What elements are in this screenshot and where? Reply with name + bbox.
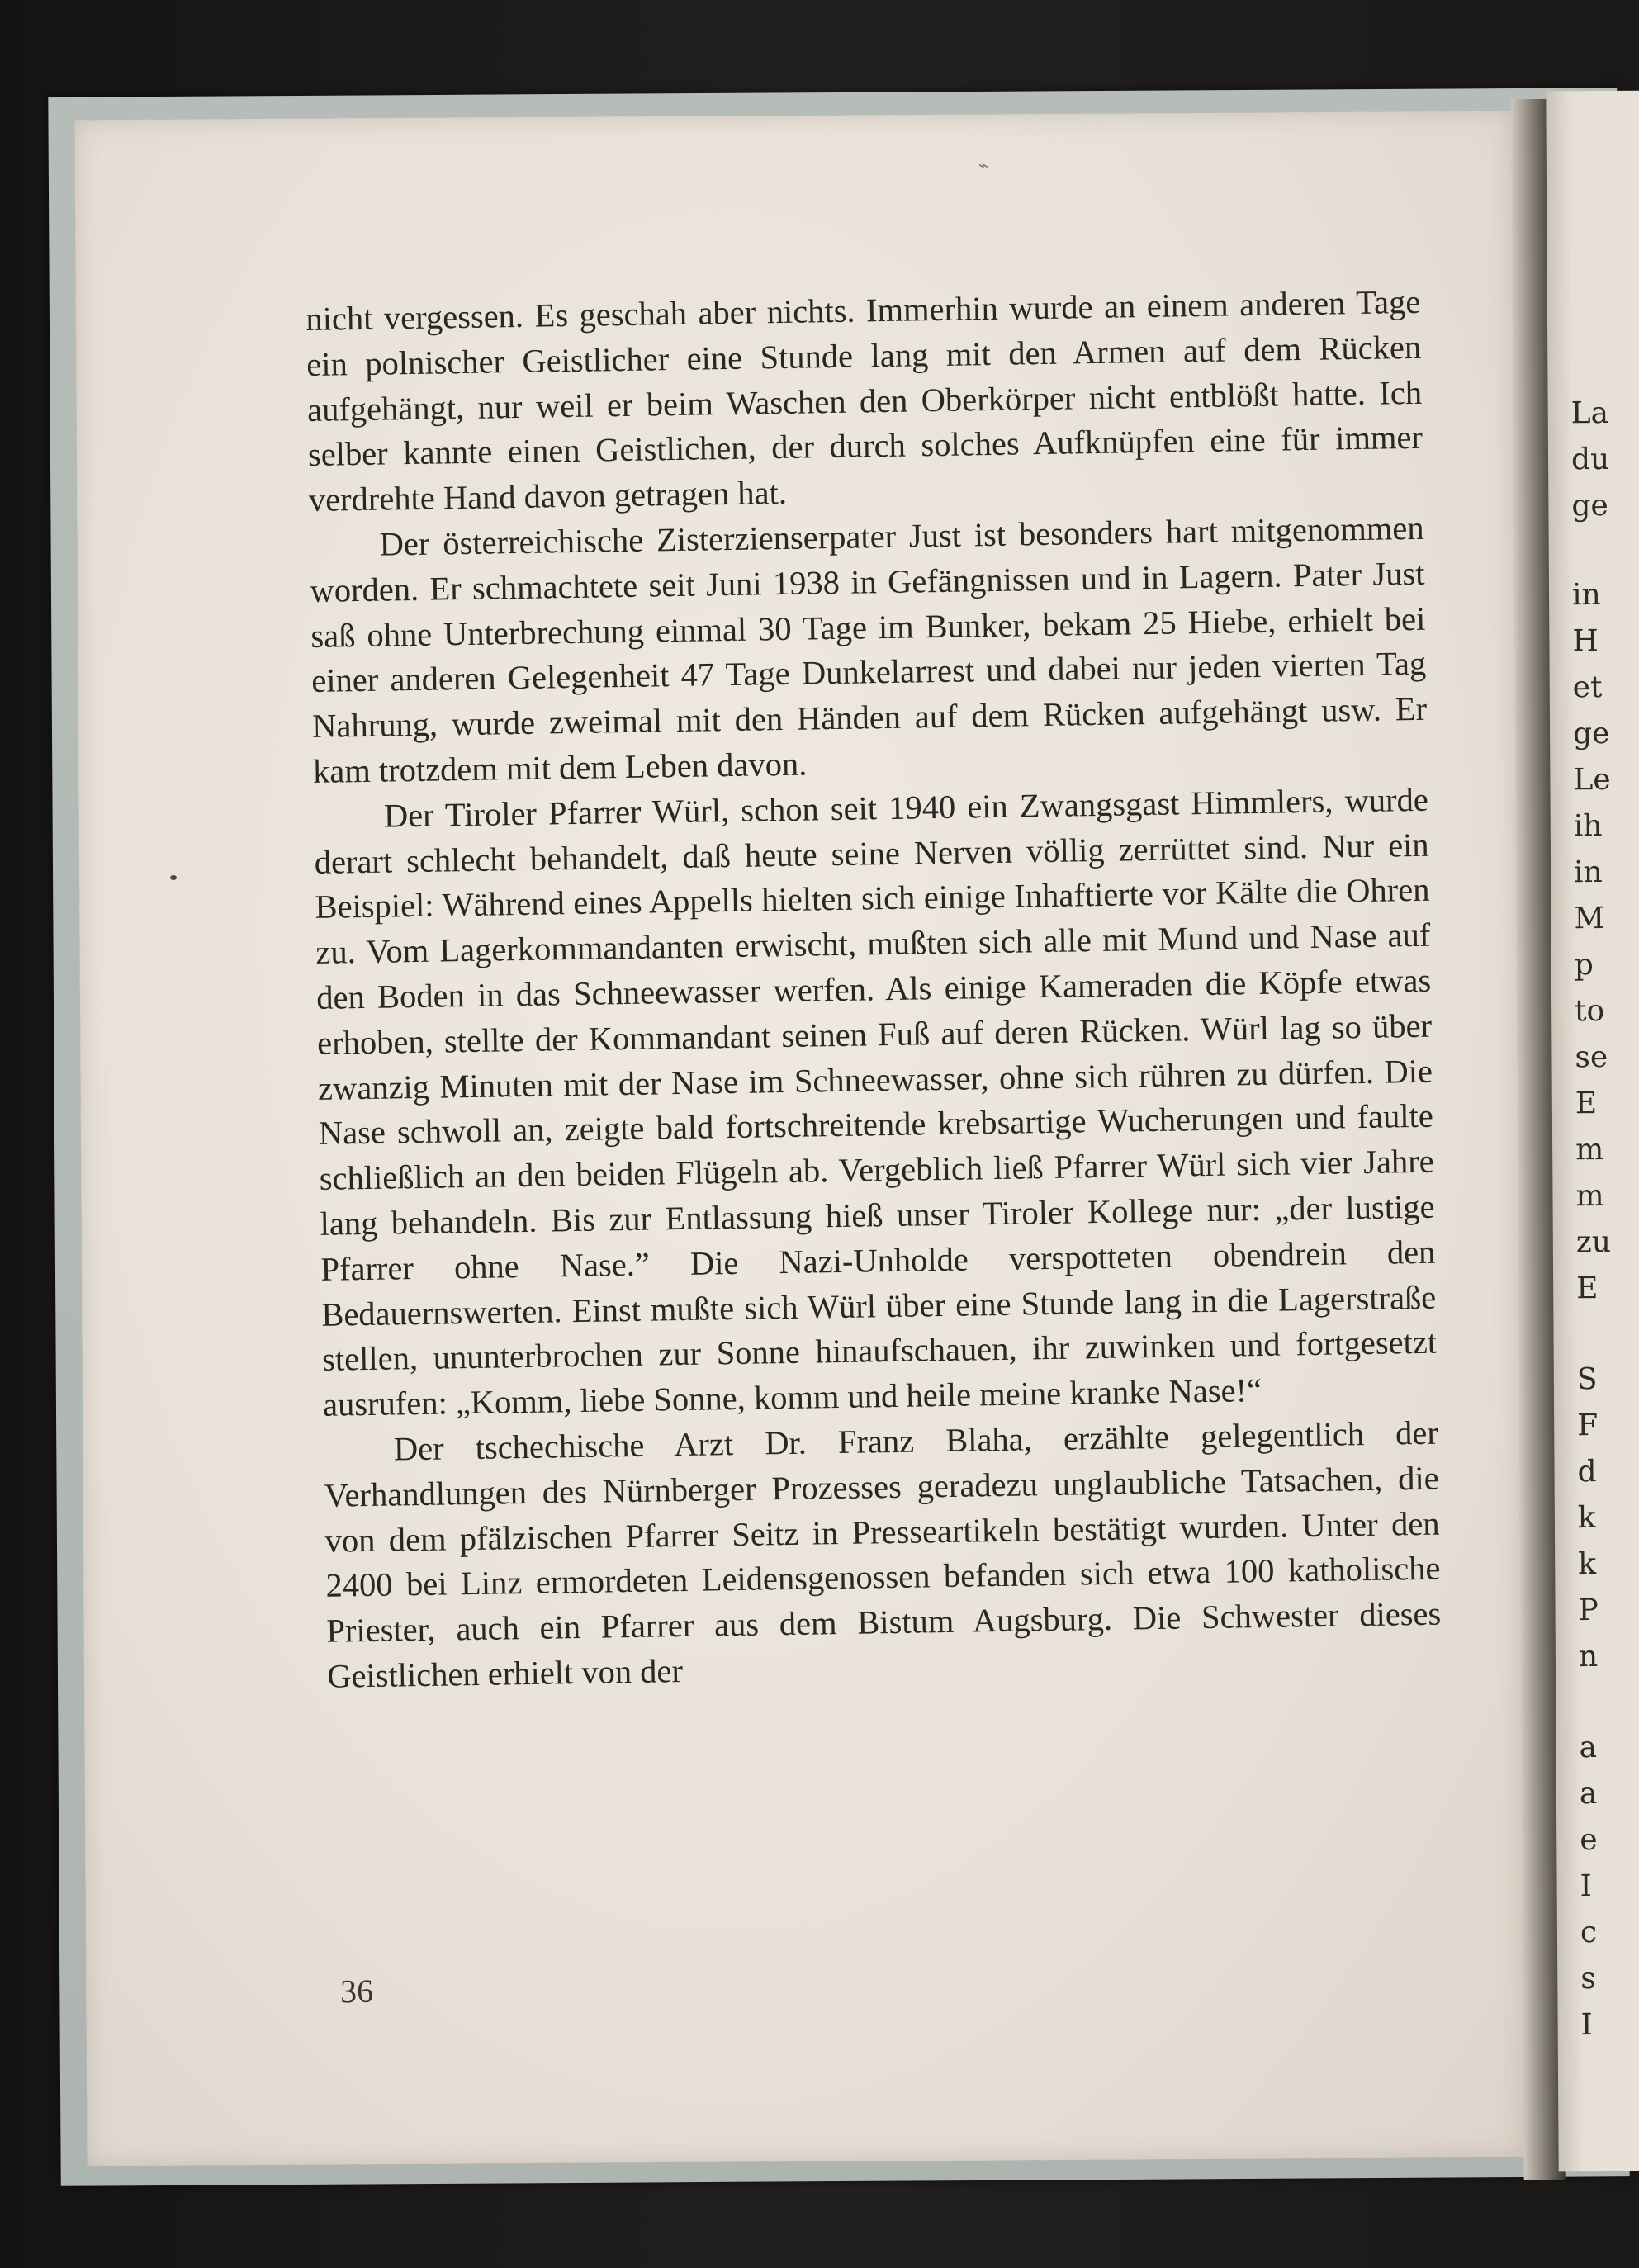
page-smudge-mark: ⌁ (978, 155, 989, 175)
facing-page-fragment: E (1576, 1271, 1599, 1306)
facing-page-fragment: La (1570, 395, 1609, 431)
facing-page-fragment: I (1580, 1869, 1592, 1904)
facing-page-fragment: m (1575, 1132, 1604, 1167)
facing-page-fragment: p (1574, 948, 1594, 982)
facing-page-fragment: et (1572, 670, 1603, 705)
facing-page-fragment: c (1580, 1915, 1598, 1950)
facing-page-fragment: k (1577, 1501, 1596, 1536)
facing-page-fragment: F (1577, 1409, 1599, 1443)
margin-dot-mark (170, 875, 177, 880)
page-number: 36 (339, 1972, 374, 2010)
facing-page-fragment: k (1578, 1547, 1597, 1582)
facing-page-fragment: a (1579, 1777, 1598, 1811)
facing-page-fragment: P (1578, 1593, 1599, 1628)
paragraph-1: nicht vergessen. Es geschah aber nichts. Immerhin wurde an einem anderen Tage ein polnischer Geistlicher eine Stunde lang mit den Armen auf dem Rücken aufgehängt, nur weil er beim Waschen den Oberkörper nicht entblößt hatte. Ich selber kannte einen Geistlichen, der durch solches Aufknüpfen eine für immer verdrehte Hand davon getragen hat. (306, 282, 1423, 519)
facing-page-fragment: H (1572, 624, 1599, 659)
facing-page-fragment: in (1573, 855, 1603, 890)
facing-page-fragment: ih (1573, 808, 1603, 844)
facing-page-fragment: M (1574, 901, 1605, 936)
paragraph-4: Der tschechische Arzt Dr. Franz Blaha, erzählte gelegentlich der Verhandlungen des Nürnberger Prozesses geradezu unglaubliche Tatsachen, die von dem pfälzischen Pfarrer Seitz in Presseartikeln bestätigt wurden. Unter den 2400 bei Linz ermordeten Leidensgenossen befanden sich etwa 100 katholische Priester, auch ein Pfarrer aus dem Bistum Augsburg. Die Schwester dieses Geistlichen erhielt von der (324, 1413, 1442, 1695)
facing-page-fragment: ge (1571, 488, 1608, 523)
facing-page-fragment: s (1580, 1962, 1596, 1996)
paragraph-2: Der österreichische Zisterzienserpater Just ist besonders hart mitgenommen worden. Er schmachtete seit Juni 1938 in Gefängnissen und in Lagern. Pater Just saß ohne Unterbrechung einmal 30 Tage im Bunker, bekam 25 Hiebe, erhielt bei einer anderen Gelegenheit 47 Tage Dunkelarrest und dabei nur jeden vierten Tag Nahrung, wurde zweimal mit den Händen auf dem Rücken aufgehängt usw. Er kam trotzdem mit dem Leben davon. (310, 509, 1428, 790)
paragraph-3: Der Tiroler Pfarrer Würl, schon seit 1940 ein Zwangsgast Himmlers, wurde derart schlecht behandelt, daß heute seine Nerven völlig zerrüttet sind. Nur ein Beispiel: Während eines Appells hielten sich einige Inhaftierte vor Kälte die Ohren zu. Vom Lagerkommandanten erwischt, mußten sich alle mit Mund und Nase auf den Boden in das Schneewasser werfen. Als einige Kameraden die Köpfe etwas erhoben, stellte der Kommandant seinen Fuß auf deren Rücken. Würl lag so über zwanzig Minuten mit der Nase im Schneewasser, ohne sich rühren zu dürfen. Die Nase schwoll an, zeigte bald fortschreitende krebsartige Wucherungen und faulte schließlich an den beiden Flügeln ab. Vergeblich ließ Pfarrer Würl sich vier Jahre lang behandeln. Bis zur Entlassung hieß unser Tiroler Kollege nur: „der lustige Pfarrer ohne Nase.” Die Nazi-Unholde verspotteten obendrein den Bedauernswerten. Einst mußte sich Würl über eine Stunde lang in die Lagerstraße stellen, ununterbrochen zur Sonne hinaufschauen, ihr zuwinken und fortgesetzt ausrufen: „Komm, liebe Sonne, komm und heile meine kranke Nase!“ (314, 780, 1438, 1423)
facing-page-fragment: ge (1572, 716, 1610, 751)
facing-page-edge (1546, 91, 1639, 2172)
body-text (306, 280, 1442, 1700)
facing-page-fragment: a (1579, 1731, 1598, 1765)
facing-page-fragment: m (1575, 1178, 1604, 1214)
facing-page-fragment: Le (1573, 762, 1611, 798)
facing-page-fragment: to (1574, 993, 1605, 1029)
facing-page-fragment: I (1580, 2008, 1593, 2043)
facing-page-fragment: e (1580, 1823, 1598, 1858)
facing-page-fragment: S (1576, 1362, 1598, 1397)
facing-page-fragment: se (1575, 1039, 1608, 1075)
facing-page-fragment: in (1571, 577, 1601, 613)
facing-page-fragment: du (1570, 442, 1610, 477)
facing-page-fragment: E (1575, 1087, 1598, 1121)
facing-page-fragment: n (1578, 1640, 1599, 1674)
facing-page-fragment: d (1577, 1455, 1597, 1489)
facing-page-fragment: zu (1575, 1224, 1612, 1260)
